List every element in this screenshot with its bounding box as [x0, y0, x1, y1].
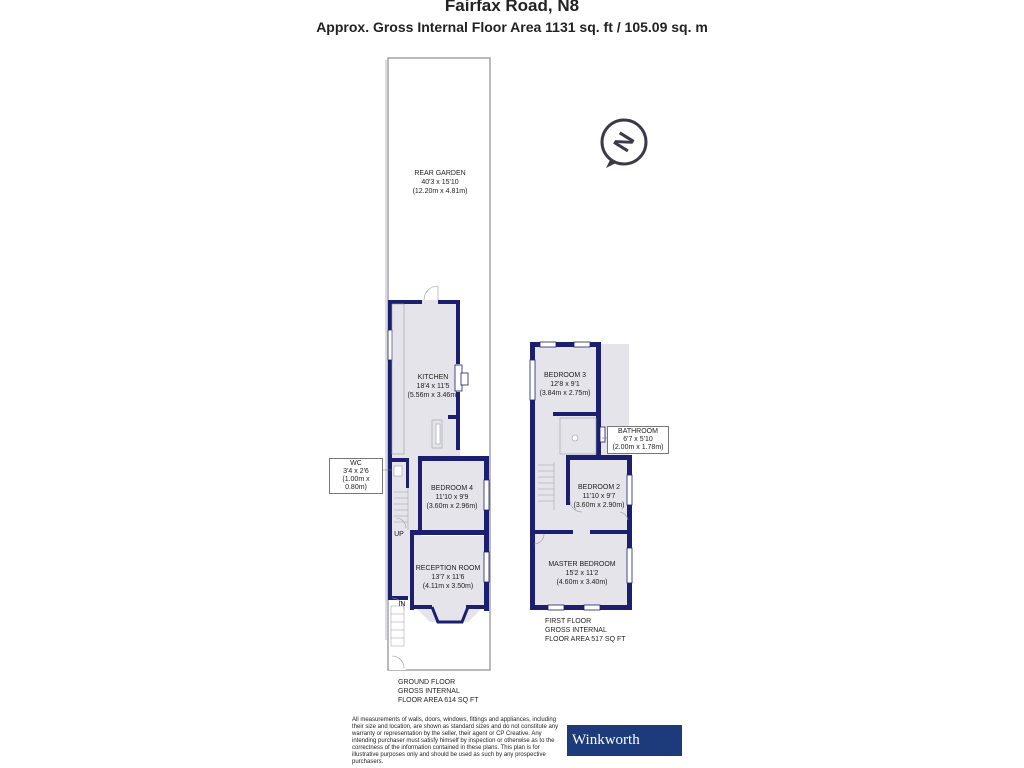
bedroom-2-label: BEDROOM 2 11'10 x 9'7 (3.60m x 2.90m)	[573, 484, 625, 509]
entrance-in-marker: IN	[398, 601, 406, 608]
bathroom-callout: BATHROOM 6'7 x 5'10 (2.00m x 1.78m)	[607, 426, 669, 454]
rear-garden-label: REAR GARDEN 40'3 x 15'10 (12.20m x 4.81m)	[412, 170, 468, 195]
plan-subtitle: Approx. Gross Internal Floor Area 1131 sq. ft / 105.09 sq. m	[316, 19, 708, 35]
bedroom-4-label: BEDROOM 4 11'10 x 9'9 (3.60m x 2.96m)	[426, 485, 478, 510]
kitchen-label: KITCHEN 18'4 x 11'5 (5.56m x 3.46m)	[407, 374, 459, 399]
winkworth-logo: Winkworth	[567, 725, 682, 756]
compass-letter: N	[608, 127, 641, 157]
first-floor-area-label: FIRST FLOOR GROSS INTERNAL FLOOR AREA 517 SQ FT	[545, 618, 626, 643]
ground-floor-area-label: GROUND FLOOR GROSS INTERNAL FLOOR AREA 614 SQ FT	[398, 679, 479, 704]
compass-icon	[602, 120, 646, 168]
disclaimer-text: All measurements of walls, doors, windows, fittings and appliances, including their size and location, are shown as standard sizes and do not constitute any warranty or representation by the seller, their agent or CP Creative. Any intending purchaser must satisfy himself by inspection or otherwise as to the correctness of the information contained in these plans. This plan is for illustrative purposes only and should be used as such by any prospective purchasers.	[352, 717, 559, 765]
wc-callout: WC 3'4 x 2'6 (1.00m x 0.80m)	[329, 458, 383, 494]
ground-floor-plan	[388, 286, 489, 670]
bedroom-3-label: BEDROOM 3 12'8 x 9'1 (3.84m x 2.75m)	[539, 372, 591, 397]
master-bedroom-label: MASTER BEDROOM 15'2 x 11'2 (4.60m x 3.40m)	[548, 561, 616, 586]
plan-title: Fairfax Road, N8	[444, 0, 580, 15]
reception-room-label: RECEPTION ROOM 13'7 x 11'6 (4.11m x 3.50m)	[415, 565, 481, 590]
stairs-up-marker: UP	[394, 531, 404, 538]
